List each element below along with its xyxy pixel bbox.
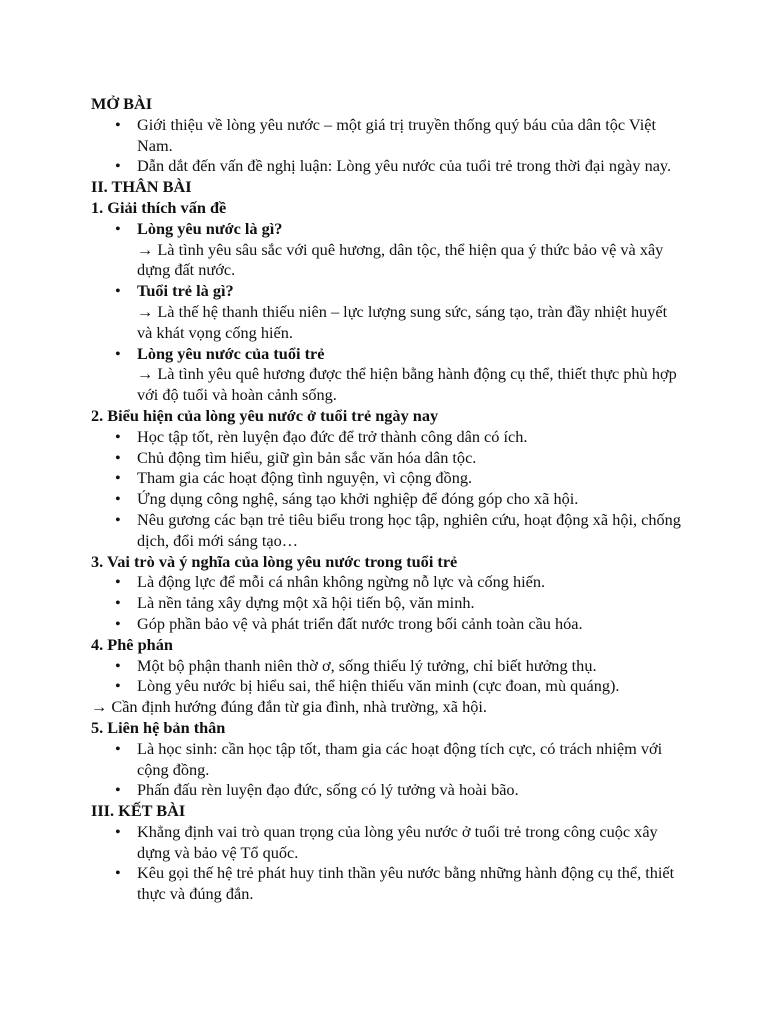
- definition-item: [137, 281, 682, 343]
- list-item: • Giới thiệu về lòng yêu nước – một giá trị truyền thống quý báu của dân tộc Việt Nam.: [137, 115, 682, 157]
- list-item: • Chủ động tìm hiểu, giữ gìn bản sắc văn hóa dân tộc.: [137, 448, 682, 469]
- heading-section-1: 1. Giải thích vấn đề: [91, 197, 227, 217]
- list-item: • Là nền tảng xây dựng một xã hội tiến bộ, văn minh.: [137, 593, 682, 614]
- definition-desc: → Là tình yêu quê hương được thể hiện bằng hành động cụ thể, thiết thực phù hợp với độ tuổi và hoàn cảnh sống.: [137, 364, 677, 405]
- list-item: • Học tập tốt, rèn luyện đạo đức để trở thành công dân có ích.: [137, 427, 682, 448]
- heading-ket-bai: III. KẾT BÀI: [91, 801, 186, 821]
- list-item: • Là học sinh: cần học tập tốt, tham gia các hoạt động tích cực, có trách nhiệm với cộng đồng.: [137, 739, 682, 781]
- section-4-note: → Cần định hướng đúng đắn từ gia đình, nhà trường, xã hội.: [91, 697, 487, 717]
- section-2-list: [0, 427, 768, 552]
- section-4-list: [0, 656, 768, 698]
- definition-desc: → Là thế hệ thanh thiếu niên – lực lượng sung sức, sáng tạo, tràn đầy nhiệt huyết và khát vọng cống hiến.: [137, 301, 668, 342]
- definition-item: [137, 344, 682, 406]
- definition-term: • Lòng yêu nước là gì?: [137, 218, 283, 238]
- ket-bai-list: [0, 822, 768, 905]
- heading-section-3: 3. Vai trò và ý nghĩa của lòng yêu nước trong tuổi trẻ: [91, 551, 458, 571]
- list-item: • Góp phần bảo vệ và phát triển đất nước trong bối cảnh toàn cầu hóa.: [137, 614, 682, 635]
- list-item: • Một bộ phận thanh niên thờ ơ, sống thiếu lý tưởng, chỉ biết hưởng thụ.: [137, 656, 682, 677]
- section-5-list: [0, 739, 768, 801]
- list-item: • Lòng yêu nước bị hiểu sai, thể hiện thiếu văn minh (cực đoan, mù quáng).: [137, 676, 682, 697]
- heading-section-4: 4. Phê phán: [91, 634, 173, 654]
- list-item: • Là động lực để mỗi cá nhân không ngừng nỗ lực và cống hiến.: [137, 572, 682, 593]
- section-3-list: [0, 572, 768, 634]
- list-item: • Kêu gọi thế hệ trẻ phát huy tinh thần yêu nước bằng những hành động cụ thể, thiết thực và đúng đắn.: [137, 863, 682, 905]
- heading-mo-bai: MỞ BÀI: [91, 94, 153, 113]
- heading-than-bai: II. THÂN BÀI: [91, 177, 192, 197]
- definition-item: [137, 219, 682, 281]
- definition-term: • Lòng yêu nước của tuổi trẻ: [137, 343, 325, 363]
- section-1-list: [0, 219, 768, 406]
- mo-bai-list: [0, 115, 768, 177]
- document-page: [0, 94, 768, 905]
- heading-section-2: 2. Biểu hiện của lòng yêu nước ở tuổi trẻ ngày nay: [91, 405, 439, 425]
- list-item: • Nêu gương các bạn trẻ tiêu biểu trong học tập, nghiên cứu, hoạt động xã hội, chống dịch, đổi mới sáng tạo…: [137, 510, 682, 552]
- list-item: • Phấn đấu rèn luyện đạo đức, sống có lý tưởng và hoài bão.: [137, 780, 682, 801]
- definition-term: • Tuổi trẻ là gì?: [137, 281, 234, 301]
- definition-desc: → Là tình yêu sâu sắc với quê hương, dân tộc, thể hiện qua ý thức bảo vệ và xây dựng đất nước.: [137, 239, 664, 280]
- list-item: • Tham gia các hoạt động tình nguyện, vì cộng đồng.: [137, 468, 682, 489]
- list-item: • Khẳng định vai trò quan trọng của lòng yêu nước ở tuổi trẻ trong công cuộc xây dựng và bảo vệ Tổ quốc.: [137, 822, 682, 864]
- heading-section-5: 5. Liên hệ bản thân: [91, 717, 226, 737]
- list-item: • Dẫn dắt đến vấn đề nghị luận: Lòng yêu nước của tuổi trẻ trong thời đại ngày nay.: [137, 156, 682, 177]
- list-item: • Ứng dụng công nghệ, sáng tạo khởi nghiệp để đóng góp cho xã hội.: [137, 489, 682, 510]
